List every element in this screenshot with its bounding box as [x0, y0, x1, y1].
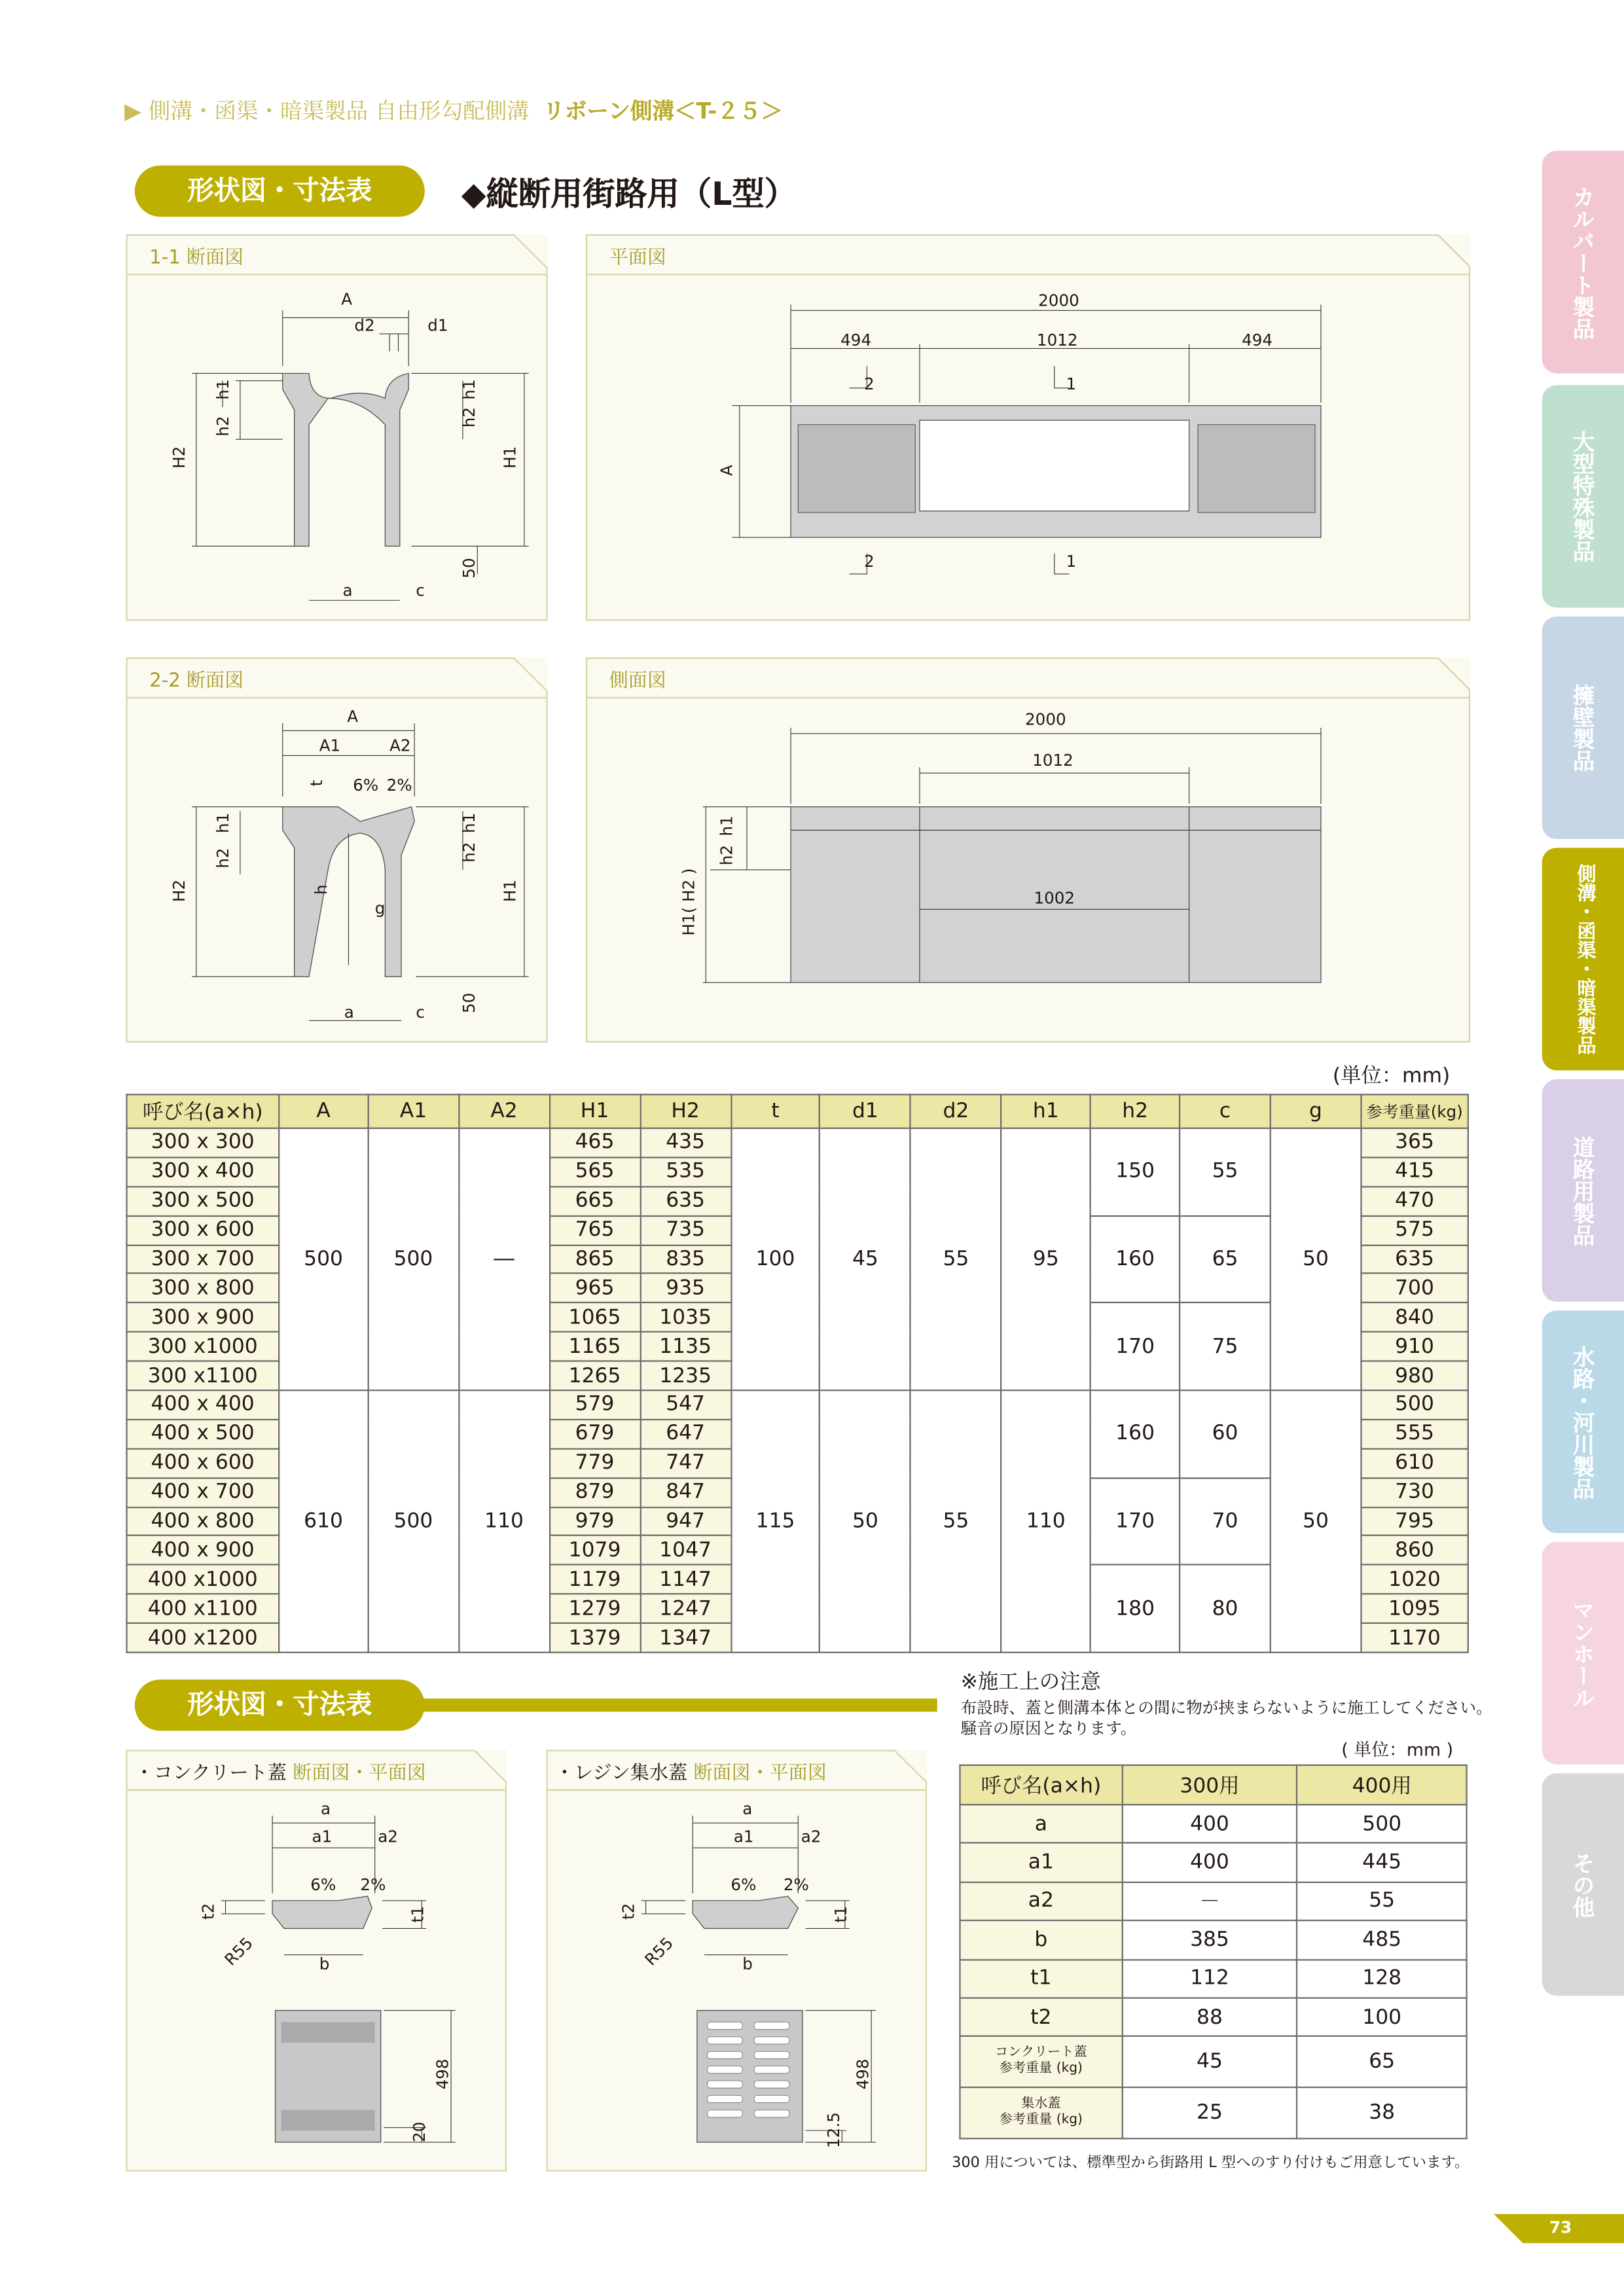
dimension-table	[126, 1094, 1469, 1653]
table-cell: 500	[1297, 1804, 1467, 1843]
svg-text:R55: R55	[641, 1933, 677, 1969]
panel-title: 1-1 断面図	[149, 247, 244, 270]
table-cell: 88	[1122, 1998, 1297, 2037]
table-cell: 1347	[640, 1623, 731, 1652]
table-row	[127, 1390, 1468, 1419]
table-cell-d1: 50	[820, 1390, 911, 1652]
column-header: 300用	[1122, 1765, 1297, 1804]
svg-text:2: 2	[863, 551, 875, 571]
svg-text:g: g	[374, 899, 386, 918]
notes-title: ※施工上の注意	[960, 1670, 1101, 1695]
svg-text:h2: h2	[717, 844, 736, 866]
side-tab[interactable]: 擁壁製品	[1542, 617, 1624, 839]
panel-title: 側面図	[609, 670, 666, 693]
side-view-drawing	[586, 658, 1470, 1043]
table-cell: 847	[640, 1478, 731, 1507]
table-cell-h2: 150	[1091, 1128, 1180, 1215]
resin-cover-drawing	[546, 1749, 927, 2171]
table-cell: 38	[1297, 2088, 1467, 2139]
svg-text:h1: h1	[213, 812, 233, 833]
section-1-1-drawing	[126, 234, 547, 621]
table-cell: 879	[549, 1478, 640, 1507]
column-header: h2	[1091, 1094, 1180, 1128]
table-row	[960, 1960, 1466, 1998]
table-cell: 935	[640, 1274, 731, 1302]
table-cell: 1279	[549, 1594, 640, 1623]
table-cell: 415	[1361, 1157, 1468, 1186]
panel-subtitle: 断面図・平面図	[293, 1763, 426, 1785]
table-cell-t: 100	[731, 1128, 820, 1390]
table-cell: 1095	[1361, 1594, 1468, 1623]
table-cell: 45	[1122, 2037, 1297, 2088]
table-cell: －	[1122, 1882, 1297, 1920]
table-cell: 300 x 500	[127, 1187, 279, 1215]
svg-text:h1: h1	[459, 812, 478, 833]
table-cell-c: 55	[1180, 1128, 1270, 1215]
resin-cover-panel	[546, 1749, 927, 2171]
side-tab[interactable]: 水路・河川製品	[1542, 1310, 1624, 1533]
table-cell: 665	[549, 1187, 640, 1215]
table-cell: 910	[1361, 1332, 1468, 1361]
table-cell: 1379	[549, 1623, 640, 1652]
table-cell: 647	[640, 1420, 731, 1448]
cover-dimension-table	[959, 1765, 1467, 2140]
side-tab[interactable]: その他	[1542, 1773, 1624, 1996]
svg-text:a1: a1	[312, 1827, 333, 1846]
panel-title: ・レジン集水蓋	[554, 1763, 688, 1785]
table-cell: a2	[960, 1882, 1122, 1920]
table-cell: 25	[1122, 2088, 1297, 2139]
table-row	[960, 2088, 1466, 2139]
table-cell: 1020	[1361, 1565, 1468, 1594]
table-cell: 65	[1297, 2037, 1467, 2088]
table-cell: 947	[640, 1507, 731, 1535]
table-cell: 730	[1361, 1478, 1468, 1507]
svg-text:2: 2	[863, 374, 875, 394]
table-cell: 300 x 900	[127, 1303, 279, 1332]
svg-text:t: t	[307, 780, 327, 787]
column-header: g	[1271, 1094, 1361, 1128]
table-cell: 128	[1297, 1960, 1467, 1998]
panel-title: 2-2 断面図	[149, 670, 244, 693]
svg-text:A2: A2	[389, 736, 411, 755]
table-cell-A2: 110	[459, 1390, 550, 1652]
page-title: ◆縦断用街路用（L型）	[461, 177, 797, 214]
svg-text:t2: t2	[198, 1903, 218, 1920]
svg-text:2%: 2%	[386, 776, 412, 795]
table-cell-c: 65	[1180, 1215, 1270, 1302]
table-cell: 835	[640, 1245, 731, 1274]
table-cell-c: 60	[1180, 1390, 1270, 1477]
svg-text:b: b	[742, 1954, 753, 1974]
table-cell: 1035	[640, 1303, 731, 1332]
svg-text:h2: h2	[459, 842, 478, 863]
table-cell: 965	[549, 1274, 640, 1302]
table-cell-t: 115	[731, 1390, 820, 1652]
svg-text:498: 498	[853, 2058, 873, 2090]
table-cell: 100	[1297, 1998, 1467, 2037]
table-cell: 400 x 500	[127, 1420, 279, 1448]
svg-text:H1: H1	[500, 879, 520, 903]
table-cell: 1079	[549, 1536, 640, 1565]
svg-text:6%: 6%	[731, 1875, 757, 1895]
column-header: d1	[820, 1094, 911, 1128]
svg-text:b: b	[319, 1954, 330, 1974]
svg-text:h1: h1	[717, 816, 736, 836]
panel-subtitle: 断面図・平面図	[693, 1763, 827, 1785]
svg-text:A1: A1	[319, 736, 341, 755]
table-cell: 1135	[640, 1332, 731, 1361]
column-header: A1	[368, 1094, 459, 1128]
svg-text:2%: 2%	[360, 1875, 386, 1895]
notes-line-1: 布設時、蓋と側溝本体との間に物が挟まらないように施工してください。	[960, 1698, 1492, 1718]
column-header: 呼び名(a×h)	[960, 1765, 1122, 1804]
table-cell-c: 80	[1180, 1565, 1270, 1652]
table-cell: 400 x 900	[127, 1536, 279, 1565]
table-cell: 300 x 800	[127, 1274, 279, 1302]
unit-label: (単位：mm)	[1332, 1064, 1451, 1088]
table-cell: 1170	[1361, 1623, 1468, 1652]
side-view-panel	[586, 658, 1470, 1043]
table-cell: 400 x1100	[127, 1594, 279, 1623]
table-cell: 779	[549, 1448, 640, 1477]
table-cell: 400	[1122, 1843, 1297, 1882]
notes-unit: ( 単位：mm )	[1341, 1739, 1454, 1761]
table-cell: 747	[640, 1448, 731, 1477]
breadcrumb-arrow-icon: ▶	[124, 98, 149, 125]
table-cell-d1: 45	[820, 1128, 911, 1390]
svg-text:a1: a1	[733, 1827, 754, 1846]
table-cell: 385	[1122, 1920, 1297, 1959]
column-header: A2	[459, 1094, 550, 1128]
table-header-row	[127, 1094, 1468, 1128]
table-cell: 735	[640, 1215, 731, 1244]
table-cell: 445	[1297, 1843, 1467, 1882]
table-cell: 400 x 400	[127, 1390, 279, 1419]
svg-text:2000: 2000	[1038, 291, 1079, 310]
column-header: 400用	[1297, 1765, 1467, 1804]
column-header: d2	[911, 1094, 1001, 1128]
breadcrumb	[124, 95, 783, 126]
svg-text:1002: 1002	[1034, 888, 1075, 908]
table-cell: 795	[1361, 1507, 1468, 1535]
section-2-2-drawing	[126, 658, 547, 1043]
plan-view-drawing	[586, 234, 1470, 621]
table-cell: 1247	[640, 1594, 731, 1623]
table-cell: 1179	[549, 1565, 640, 1594]
column-header: t	[731, 1094, 820, 1128]
svg-text:1012: 1012	[1036, 330, 1078, 350]
table-cell: 300 x 400	[127, 1157, 279, 1186]
table-cell: 400 x 700	[127, 1478, 279, 1507]
table-cell: 979	[549, 1507, 640, 1535]
concrete-cover-panel	[126, 1749, 507, 2171]
section-1-1-panel	[126, 234, 547, 621]
table-cell: 400	[1122, 1804, 1297, 1843]
table-cell-A1: 500	[368, 1390, 459, 1652]
page-number: 73	[1549, 2218, 1572, 2238]
svg-text:t1: t1	[831, 1906, 851, 1923]
svg-text:a2: a2	[801, 1827, 821, 1846]
svg-text:H2: H2	[169, 879, 189, 903]
table-cell: t2	[960, 1998, 1122, 2037]
table-row	[127, 1128, 1468, 1157]
table-cell: 465	[549, 1128, 640, 1157]
section-pill: 形状図・寸法表	[135, 166, 425, 217]
svg-text:d1: d1	[427, 315, 448, 335]
table-row	[960, 1843, 1466, 1882]
table-row	[960, 2037, 1466, 2088]
svg-text:a: a	[742, 1799, 753, 1818]
table-cell: 300 x 600	[127, 1215, 279, 1244]
table-header-row	[960, 1765, 1466, 1804]
table-cell: 860	[1361, 1536, 1468, 1565]
table-cell-d2: 55	[911, 1128, 1001, 1390]
table-cell-A: 610	[279, 1390, 368, 1652]
table-cell-A2: ―	[459, 1128, 550, 1390]
table-cell: 980	[1361, 1361, 1468, 1390]
table-cell: 840	[1361, 1303, 1468, 1332]
table-cell: 365	[1361, 1128, 1468, 1157]
svg-text:d2: d2	[354, 315, 375, 335]
notes-line-2: 騒音の原因となります。	[960, 1719, 1137, 1738]
svg-text:A: A	[341, 289, 353, 309]
svg-text:2000: 2000	[1025, 709, 1066, 729]
table-cell-h2: 160	[1091, 1390, 1180, 1477]
plan-view-panel	[586, 234, 1470, 621]
svg-text:50: 50	[459, 558, 478, 579]
column-header: 呼び名(a×h)	[127, 1094, 279, 1128]
table-cell-g: 50	[1271, 1128, 1361, 1390]
side-tab[interactable]: 大型特殊製品	[1542, 385, 1624, 607]
panel-title: 平面図	[609, 247, 666, 270]
table-row	[960, 1920, 1466, 1959]
table-row	[960, 1998, 1466, 2037]
column-header: c	[1180, 1094, 1270, 1128]
table-cell: 112	[1122, 1960, 1297, 1998]
svg-text:A: A	[717, 465, 736, 476]
svg-text:12.5: 12.5	[823, 2112, 843, 2148]
breadcrumb-path: 側溝・函渠・暗渠製品 自由形勾配側溝	[148, 98, 529, 125]
table-cell: 470	[1361, 1187, 1468, 1215]
table-cell-g: 50	[1271, 1390, 1361, 1652]
svg-text:h1: h1	[213, 379, 233, 400]
table-cell: 500	[1361, 1390, 1468, 1419]
table-cell: 400 x 800	[127, 1507, 279, 1535]
table-cell: 579	[549, 1390, 640, 1419]
svg-text:h2: h2	[213, 416, 233, 437]
svg-text:6%: 6%	[353, 776, 379, 795]
svg-text:h2: h2	[459, 407, 478, 428]
table-cell: 300 x 700	[127, 1245, 279, 1274]
side-tab[interactable]: カルバート製品	[1542, 151, 1624, 373]
table-row	[960, 1882, 1466, 1920]
column-header: A	[279, 1094, 368, 1128]
table-cell: 300 x 300	[127, 1128, 279, 1157]
side-tab[interactable]: 側溝・函渠・暗渠製品	[1542, 848, 1624, 1070]
svg-text:6%: 6%	[310, 1875, 336, 1895]
svg-text:498: 498	[433, 2058, 452, 2090]
table-cell: 635	[640, 1187, 731, 1215]
table-cell-h1: 95	[1001, 1128, 1091, 1390]
concrete-cover-drawing	[126, 1749, 507, 2171]
svg-text:h: h	[311, 884, 331, 895]
table-cell: 535	[640, 1157, 731, 1186]
svg-text:H1( H2 ): H1( H2 )	[679, 868, 698, 936]
svg-text:H2: H2	[169, 446, 189, 469]
table-cell: 集水蓋 参考重量 (kg)	[960, 2088, 1122, 2139]
table-cell-h2: 180	[1091, 1565, 1180, 1652]
table-cell: 565	[549, 1157, 640, 1186]
svg-text:494: 494	[1242, 330, 1273, 350]
table-cell-c: 75	[1180, 1303, 1270, 1390]
table-cell: コンクリート蓋 参考重量 (kg)	[960, 2037, 1122, 2088]
table-cell: 300 x1000	[127, 1332, 279, 1361]
table-cell: a1	[960, 1843, 1122, 1882]
table-cell: 400 x1200	[127, 1623, 279, 1652]
table-cell: 300 x1100	[127, 1361, 279, 1390]
footnote: 300 用については、標準型から街路用 L 型へのすり付けもご用意しています。	[952, 2155, 1470, 2172]
table-cell: 1047	[640, 1536, 731, 1565]
table-cell: b	[960, 1920, 1122, 1959]
table-cell: 865	[549, 1245, 640, 1274]
table-cell: 1165	[549, 1332, 640, 1361]
table-cell: 485	[1297, 1920, 1467, 1959]
table-cell: 765	[549, 1215, 640, 1244]
svg-text:50: 50	[459, 992, 478, 1014]
table-cell-h2: 170	[1091, 1303, 1180, 1390]
svg-text:1012: 1012	[1032, 751, 1074, 770]
svg-text:20: 20	[409, 2121, 429, 2143]
table-cell: 700	[1361, 1274, 1468, 1302]
svg-text:c: c	[416, 581, 425, 600]
table-cell-A1: 500	[368, 1128, 459, 1390]
svg-text:1: 1	[1066, 551, 1077, 571]
panel-title: ・コンクリート蓋	[134, 1763, 287, 1785]
column-header: H2	[640, 1094, 731, 1128]
svg-text:a: a	[344, 1002, 354, 1022]
svg-text:A: A	[347, 706, 359, 726]
svg-text:t1: t1	[408, 1906, 427, 1923]
column-header: h1	[1001, 1094, 1091, 1128]
table-cell: a	[960, 1804, 1122, 1843]
column-header: H1	[549, 1094, 640, 1128]
table-cell: 575	[1361, 1215, 1468, 1244]
table-cell: 1235	[640, 1361, 731, 1390]
section-pill-2: 形状図・寸法表	[135, 1679, 425, 1731]
side-tab[interactable]: マンホール	[1542, 1542, 1624, 1765]
table-cell: 555	[1361, 1420, 1468, 1448]
svg-text:494: 494	[840, 330, 872, 350]
table-cell: 55	[1297, 1882, 1467, 1920]
table-cell: 400 x1000	[127, 1565, 279, 1594]
svg-text:R55: R55	[221, 1933, 257, 1969]
svg-text:h2: h2	[213, 848, 233, 869]
table-cell-d2: 55	[911, 1390, 1001, 1652]
table-cell: 679	[549, 1420, 640, 1448]
table-row	[960, 1804, 1466, 1843]
section-2-2-panel	[126, 658, 547, 1043]
breadcrumb-current: リボーン側溝＜T-２５＞	[543, 98, 784, 125]
table-cell: 1065	[549, 1303, 640, 1332]
table-cell: 1147	[640, 1565, 731, 1594]
table-cell: 435	[640, 1128, 731, 1157]
svg-text:a2: a2	[378, 1827, 398, 1846]
svg-text:t2: t2	[619, 1903, 638, 1920]
table-cell-h1: 110	[1001, 1390, 1091, 1652]
svg-text:c: c	[416, 1002, 425, 1022]
svg-text:h1: h1	[459, 379, 478, 400]
svg-text:a: a	[342, 581, 353, 600]
table-cell: 610	[1361, 1448, 1468, 1477]
table-cell-h2: 160	[1091, 1215, 1180, 1302]
svg-text:a: a	[320, 1799, 331, 1818]
table-cell: 400 x 600	[127, 1448, 279, 1477]
table-cell: 1265	[549, 1361, 640, 1390]
table-cell-c: 70	[1180, 1478, 1270, 1565]
table-cell-h2: 170	[1091, 1478, 1180, 1565]
column-header: 参考重量(kg)	[1361, 1094, 1468, 1128]
table-cell: t1	[960, 1960, 1122, 1998]
table-cell: 547	[640, 1390, 731, 1419]
table-cell: 635	[1361, 1245, 1468, 1274]
side-tab[interactable]: 道路用製品	[1542, 1079, 1624, 1302]
table-cell-A: 500	[279, 1128, 368, 1390]
svg-text:2%: 2%	[783, 1875, 809, 1895]
svg-text:1: 1	[1066, 374, 1077, 394]
svg-text:H1: H1	[500, 446, 520, 469]
